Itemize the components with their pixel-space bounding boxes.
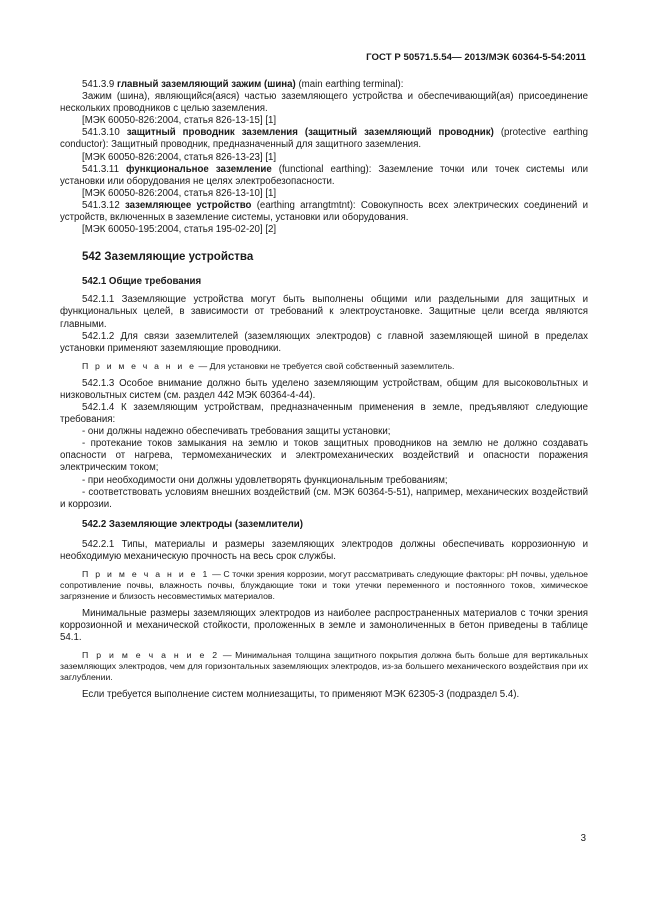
paragraph: 542.2.1 Типы, материалы и размеры заземляющих электродов должны обеспечивать коррозионную и необходимую механическую прочность на весь срок службы. [60, 538, 588, 562]
page-number: 3 [580, 833, 586, 844]
note-label: П р и м е ч а н и е 1 [82, 569, 210, 580]
document-header: ГОСТ Р 50571.5.54— 2013/МЭК 60364-5-54:2011 [366, 52, 586, 63]
section-title: 542 Заземляющие устройства [82, 251, 254, 264]
note-1 [60, 569, 588, 602]
definition-english: (main earthing terminal): [298, 79, 404, 90]
definition-ref: [МЭК 60050-826:2004, статья 826-13-23] [1] [82, 151, 277, 163]
note-label: П р и м е ч а н и е [82, 360, 197, 371]
definition-541-3-12 [60, 200, 588, 224]
definition-number: 541.3.11 [82, 163, 119, 175]
subsection-title-542-2: 542.2 Заземляющие электроды (заземлители) [82, 518, 303, 530]
definition-term: главный заземляющий зажим (шина) [117, 79, 296, 90]
paragraph: 542.1.1 Заземляющие устройства могут быть выполнены общими или раздельными для защитных и функциональных целей, в зависимости от требований к электроустановке. Защитные цели всегда являются главными. [60, 294, 588, 330]
definition-ref: [МЭК 60050-826:2004, статья 826-13-15] [1] [82, 115, 277, 127]
definition-term: заземляющее устройство [124, 199, 252, 211]
note-text: — С точки зрения коррозии, могут рассматривать следующие факторы: рН почвы, удельное сопротивление почвы, влажность почвы, блуждающие токи и токи утечки переменного и постоянного токов, химическое загрязнение и близость несовместимых материалов. [60, 569, 588, 602]
list-item: - при необходимости они должны удовлетворять функциональным требованиям; [82, 474, 448, 486]
note-text: — Минимальная толщина защитного покрытия должна быть больше для вертикальных заземляющих электродов, чем для горизонтальных заземляющих электродов, из-за большего механического воздействия при их заглублении. [60, 650, 588, 683]
definition-541-3-9 [60, 79, 588, 91]
definition-ref: [МЭК 60050-195:2004, статья 195-02-20] [2] [82, 224, 277, 236]
note-label: П р и м е ч а н и е 2 [82, 650, 220, 661]
definition-number: 541.3.10 [82, 127, 120, 139]
definition-english: (protective earthing conductor): Защитный проводник, предназначенный для защитного заземления. [60, 127, 588, 151]
definition-number: 541.3.9 [82, 79, 115, 90]
definition-english: (earthing arrangtmtnt): Совокупность всех электрических соединений и устройств, включенных в заземление системы, установки или оборудования. [60, 199, 588, 224]
list-item: - протекание токов замыкания на землю и токов защитных проводников на землю не должно создавать опасности от нагрева, термомеханических и электромеханических воздействий и опасности поражения электрическим током; [60, 438, 588, 474]
document-body [60, 79, 588, 701]
definition-text: Зажим (шина), являющийся(аяся) частью заземляющего устройства и обеспечивающий(ая) присоединение нескольких проводников с целью заземления. [60, 91, 588, 115]
paragraph: Если требуется выполнение систем молниезащиты, то применяют МЭК 62305-3 (подраздел 5.4). [82, 689, 520, 701]
paragraph: 542.1.3 Особое внимание должно быть уделено заземляющим устройствам, общим для высоковольтных и низковольтных систем (см. раздел 442 МЭК 60364-4-44). [60, 377, 588, 401]
definition-number: 541.3.12 [82, 199, 120, 211]
definition-term: функциональное заземление [126, 163, 272, 175]
definition-541-3-11 [60, 164, 588, 188]
definition-term: защитный проводник заземления (защитный заземляющий проводник) [126, 127, 494, 139]
list-item: - соответствовать условиям внешних воздействий (см. МЭК 60364-5-51), например, механических воздействий и коррозии. [60, 486, 588, 510]
note-2 [60, 650, 588, 683]
note-text: — Для установки не требуется свой собственный заземлитель. [196, 360, 455, 371]
subsection-title-542-1: 542.1 Общие требования [82, 276, 202, 288]
note [60, 361, 588, 372]
definition-english: (functional earthing): Заземление точки или точек системы или установки или оборудования не целях электробезопасности. [60, 163, 588, 187]
definition-541-3-10 [60, 127, 588, 151]
paragraph: 542.1.4 К заземляющим устройствам, предназначенным применения в земле, предъявляют следующие требования: [60, 401, 588, 426]
paragraph: 542.1.2 Для связи заземлителей (заземляющих электродов) с главной заземляющей шиной в пределах установки применяют заземляющие проводники. [60, 330, 588, 354]
list-item: - они должны надежно обеспечивать требования защиты установки; [82, 426, 391, 438]
definition-ref: [МЭК 60050-826:2004, статья 826-13-10] [1] [82, 187, 277, 199]
paragraph: Минимальные размеры заземляющих электродов из наиболее распространенных материалов с точки зрения коррозионной и механической стойкости, проложенных в земле и замоноличенных в бетон приведены в таблице 54.1. [60, 608, 588, 644]
